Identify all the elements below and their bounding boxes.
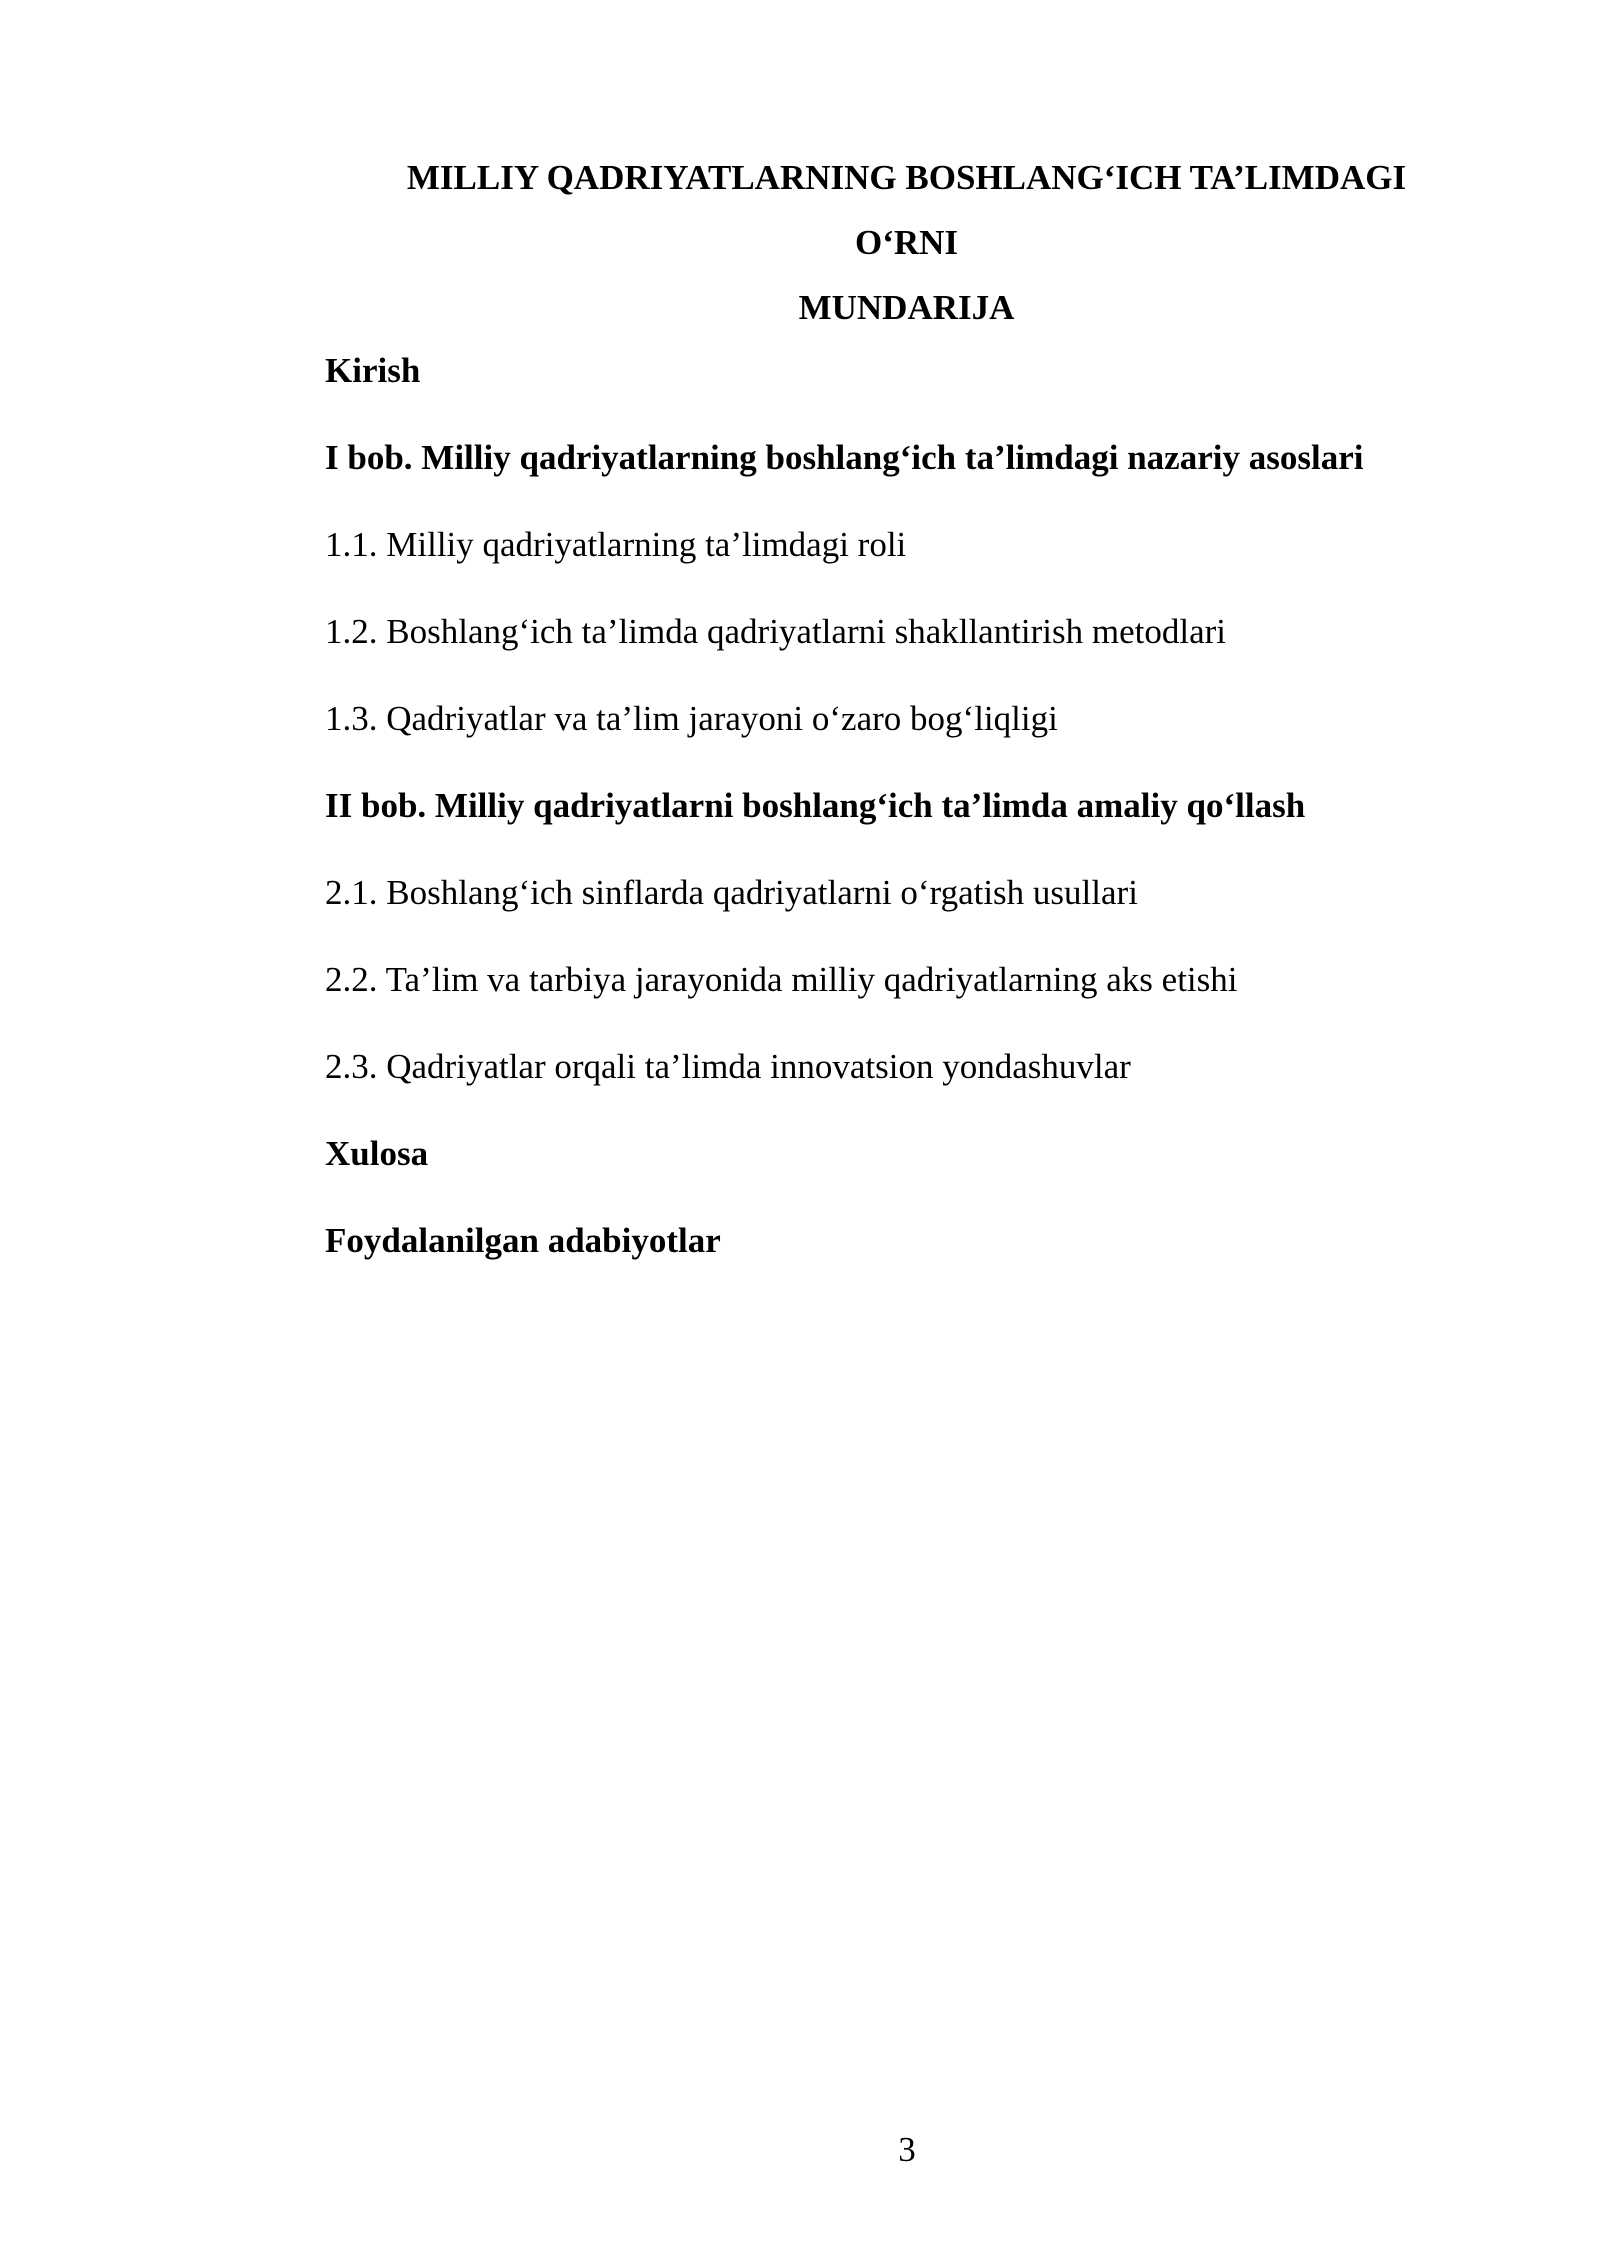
toc-entry-section-2-2: 2.2. Ta’lim va tarbiya jarayonida milliy qadriyatlarning aks etishi <box>325 960 1238 999</box>
toc-entry-introduction: Kirish <box>325 351 421 390</box>
toc-entry-references: Foydalanilgan adabiyotlar <box>325 1221 721 1260</box>
toc-entry-section-1-1: 1.1. Milliy qadriyatlarning ta’limdagi roli <box>325 525 907 564</box>
title-line-2: O‘RNI <box>854 223 959 262</box>
document-title <box>325 145 1488 340</box>
toc-entry-section-1-3: 1.3. Qadriyatlar va ta’lim jarayoni o‘zaro bog‘liqligi <box>325 699 1058 738</box>
toc-entry-section-1-2: 1.2. Boshlang‘ich ta’limda qadriyatlarni shakllantirish metodlari <box>325 612 1227 651</box>
toc-heading: MUNDARIJA <box>798 288 1015 327</box>
toc-entry-conclusion: Xulosa <box>325 1134 429 1173</box>
toc-entry-section-2-3: 2.3. Qadriyatlar orqali ta’limda innovatsion yondashuvlar <box>325 1047 1131 1086</box>
page-number: 3 <box>898 2130 916 2169</box>
toc-entry-chapter-2: II bob. Milliy qadriyatlarni boshlang‘ich ta’limda amaliy qo‘llash <box>325 786 1306 825</box>
table-of-contents <box>325 340 1488 1297</box>
title-line-1: MILLIY QADRIYATLARNING BOSHLANG‘ICH TA’LIMDAGI <box>406 158 1407 197</box>
toc-entry-section-2-1: 2.1. Boshlang‘ich sinflarda qadriyatlarni o‘rgatish usullari <box>325 873 1138 912</box>
toc-entry-chapter-1: I bob. Milliy qadriyatlarning boshlang‘ich ta’limdagi nazariy asoslari <box>325 438 1364 477</box>
